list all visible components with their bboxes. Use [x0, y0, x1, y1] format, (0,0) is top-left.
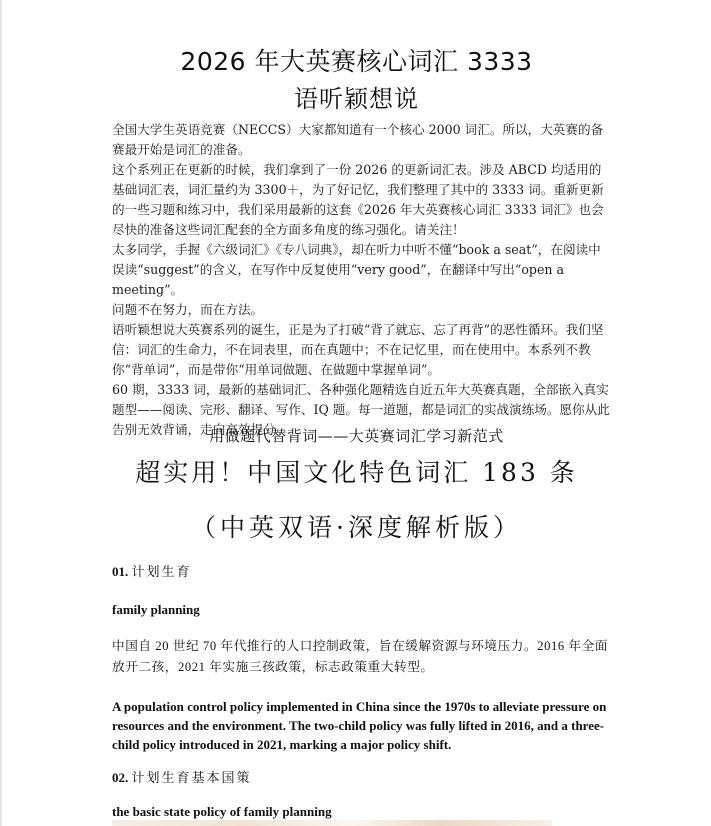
intro-paragraph: 全国大学生英语竞赛（NECCS）大家都知道有一个核心 2000 词汇。所以，大英赛的备赛最开始是词汇的准备。 [112, 122, 604, 157]
intro-paragraph: 语听颖想说大英赛系列的诞生，正是为了打破“背了就忘、忘了再背”的恶性循环。我们坚信：词汇的生命力，不在词表里，而在真题中；不在记忆里，而在使用中。本系列不教你“背单词”，而是带你“用单词做题、在做题中掌握单词”。 [112, 322, 604, 377]
section-kicker: 用做题代替背词——大英赛词汇学习新范式 [209, 427, 504, 445]
section-edition: （中英双语·深度解析版） [191, 513, 522, 542]
document-author: 语听颖想说 [294, 85, 419, 113]
entry-term-zh: 计划生育基本国策 [131, 770, 252, 785]
section-headline: 超实用！中国文化特色词汇 183 条 [135, 458, 578, 487]
document-title: 2026 年大英赛核心词汇 3333 [180, 47, 533, 76]
vocabulary-entry [112, 768, 612, 822]
entry-term-en: the basic state policy of family planning [112, 804, 332, 819]
entry-term-en: family planning [112, 602, 200, 617]
entry-term-zh: 计划生育 [131, 564, 192, 579]
intro-paragraph: 这个系列正在更新的时候，我们拿到了一份 2026 的更新词汇表。涉及 ABCD 均适用的基础词汇表，词汇量约为 3300＋，为了好记忆，我们整理了其中的 3333 词。重新更新的一些习题和练习中，我们采用最新的这套《2026 年大英赛核心词汇 3333 词汇》也会尽快的准备这些词汇配套的全方面多角度的练习强化。请关注！ [112, 162, 604, 237]
entry-number: 02. [112, 770, 129, 785]
vocabulary-list [112, 562, 612, 822]
vocabulary-entry [112, 562, 612, 754]
entry-heading [112, 562, 612, 584]
intro-section [112, 120, 612, 440]
entry-heading [112, 768, 612, 790]
entry-number: 01. [112, 564, 129, 579]
intro-paragraph: 60 期，3333 词，最新的基础词汇、各种强化题精选自近五年大英赛真题，全部嵌入真实题型——阅读、完形、翻译、写作、IQ 题。每一道题，都是词汇的实战演练场。愿你从此告别无效背诵，走向高效提分。 [112, 382, 610, 437]
intro-paragraph: 太多同学，手握《六级词汇》《专八词典》，却在听力中听不懂“book a seat”，在阅读中误读“suggest”的含义，在写作中反复使用“very good”，在翻译中写出“open a meeting”。 [112, 242, 601, 297]
intro-paragraph: 问题不在努力，而在方法。 [112, 302, 264, 317]
entry-description-en: A population control policy implemented in China since the 1970s to alleviate pressure on resources and the environment. The two-child policy was fully lifted in 2016, and a three-child policy introduced in 2021, marking a major policy shift. [112, 699, 607, 752]
entry-description-zh: 中国自 20 世纪 70 年代推行的人口控制政策，旨在缓解资源与环境压力。2016 年全面放开二孩，2021 年实施三孩政策，标志政策重大转型。 [112, 639, 609, 674]
